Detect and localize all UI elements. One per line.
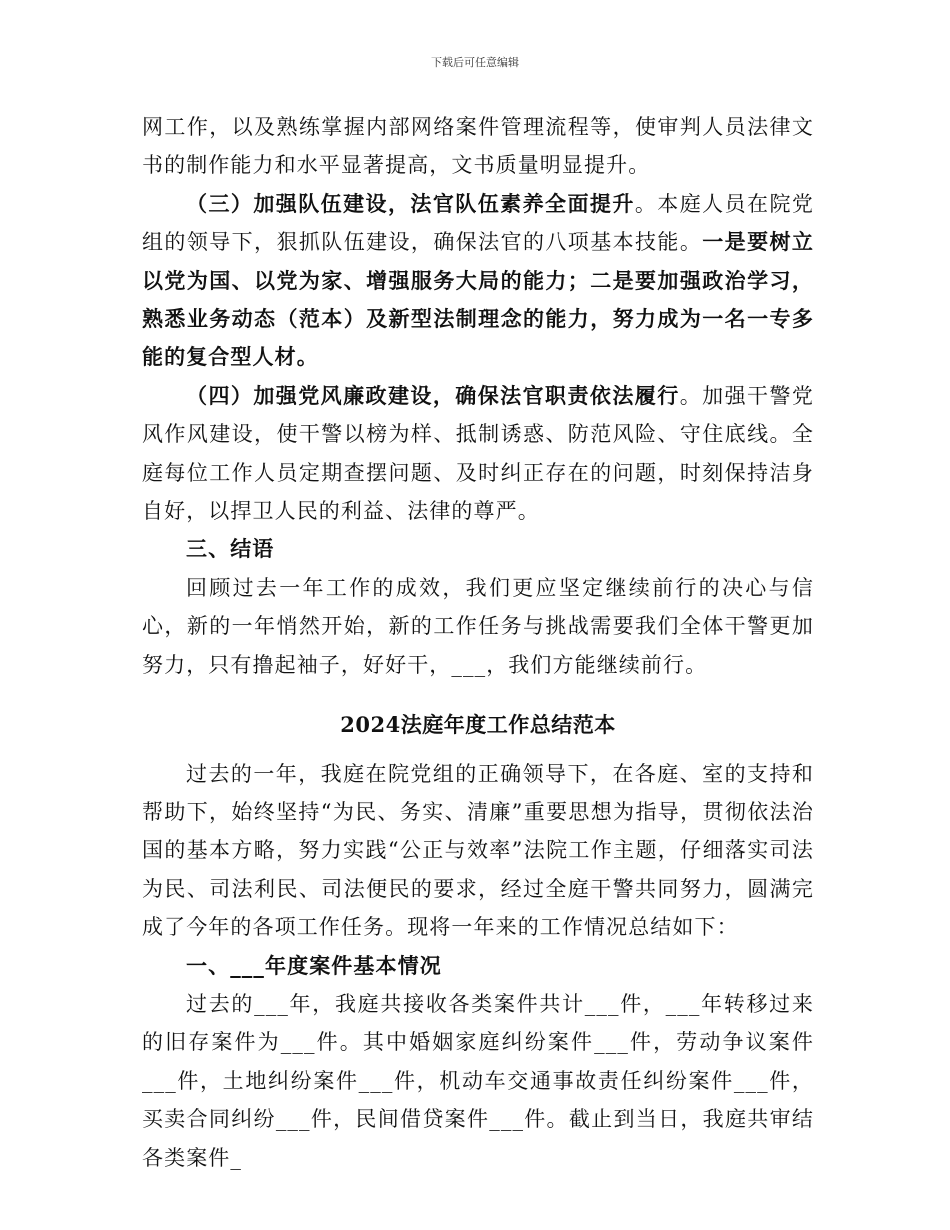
- paragraph-text: 。加强干警党风作风建设，使干警以榜为样、抵制诱惑、防范风险、守住底线。全庭每位工作人员定期查摆问题、及时纠正存在的问题，时刻保持洁身自好，以捍卫人民的利益、法律的尊严。: [142, 383, 814, 524]
- paragraph-integrity: [142, 377, 814, 531]
- paragraph-text: 。本庭人员在院党组的领导下，狠抓队伍建设，确保法官的八项基本技能。: [142, 191, 814, 255]
- section-heading-three: （三）加强队伍建设，法官队伍素养全面提升: [186, 190, 635, 216]
- document-title: 2024法庭年度工作总结范本: [340, 712, 616, 738]
- paragraph-cases: 过去的___年，我庭共接收各类案件共计___件，___年转移过来的旧存案件为___件。其中婚姻家庭纠纷案件___件，劳动争议案件___件，土地纠纷案件___件，机动车交通事故责任纠纷案件___件，买卖合同纠纷___件，民间借贷案件___件。截止到当日，我庭共审结各类案件_: [142, 991, 814, 1170]
- section-heading-four: （四）加强党风廉政建设，确保法官职责依法履行: [186, 382, 680, 408]
- paragraph-team-building: [142, 185, 814, 377]
- section-heading-cases: 一、___年度案件基本情况: [186, 952, 442, 978]
- header-note: 下载后可任意编辑: [431, 56, 519, 69]
- paragraph-bold-text: 一是要树立以党为国、以党为家、增强服务大局的能力；二是要加强政治学习，熟悉业务动态（范本）及新型法制理念的能力，努力成为一名一专多能的复合型人材。: [142, 229, 815, 370]
- paragraph-intro: 过去的一年，我庭在院党组的正确领导下，在各庭、室的支持和帮助下，始终坚持“为民、务实、清廉”重要思想为指导，贯彻依法治国的基本方略，努力实践“公正与效率”法院工作主题，仔细落实司法为民、司法利民、司法便民的要求，经过全庭干警共同努力，圆满完成了今年的各项工作任务。现将一年来的工作情况总结如下：: [142, 761, 814, 940]
- section-heading-conclusion: 三、结语: [186, 536, 275, 562]
- document-body: [142, 108, 814, 1177]
- paragraph-conclusion: 回顾过去一年工作的成效，我们更应坚定继续前行的决心与信心，新的一年悄然开始，新的工作任务与挑战需要我们全体干警更加努力，只有撸起袖子，好好干，___，我们方能继续前行。: [142, 575, 814, 677]
- paragraph-continued: 网工作，以及熟练掌握内部网络案件管理流程等，使审判人员法律文书的制作能力和水平显著提高，文书质量明显提升。: [142, 115, 814, 178]
